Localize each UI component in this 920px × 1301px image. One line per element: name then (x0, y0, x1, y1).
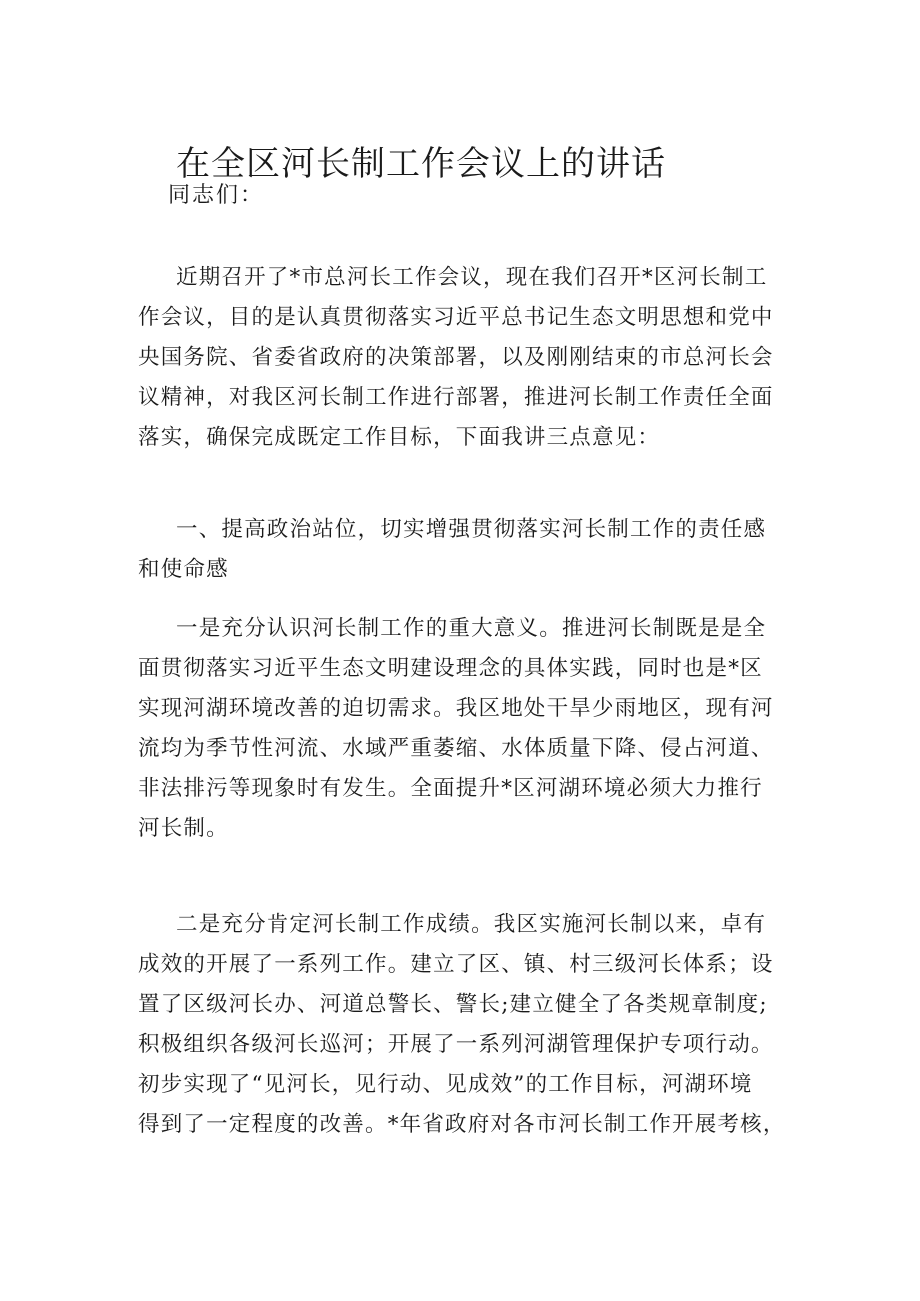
paragraph-line: 一是充分认识河长制工作的重大意义。推进河长制既是是全 (176, 616, 767, 641)
paragraph-line: 落实，确保完成既定工作目标，下面我讲三点意见： (138, 425, 661, 450)
paragraph-line: 和使命感 (138, 557, 229, 582)
salutation: 同志们： (168, 183, 265, 208)
paragraph-line: 河长制。 (138, 816, 229, 841)
paragraph-line: 面贯彻落实习近平生态文明建设理念的具体实践，同时也是*区 (138, 656, 763, 681)
section-heading-1 (138, 510, 788, 590)
paragraph-line: 置了区级河长办、河道总警长、警长;建立健全了各类规章制度; (138, 992, 768, 1017)
paragraph-line: 央国务院、省委省政府的决策部署，以及刚刚结束的市总河长会 (138, 345, 774, 370)
paragraph-line: 实现河湖环境改善的迫切需求。我区地处干旱少雨地区，现有河 (138, 696, 774, 721)
paragraph-line: 成效的开展了一系列工作。建立了区、镇、村三级河长体系；设 (138, 952, 774, 977)
paragraph-line: 初步实现了“见河长，见行动、见成效”的工作目标，河湖环境 (138, 1072, 753, 1097)
paragraph-achievements (138, 905, 788, 1145)
paragraph-line: 一、提高政治站位，切实增强贯彻落实河长制工作的责任感 (176, 517, 767, 542)
document-title: 在全区河长制工作会议上的讲话 (176, 144, 666, 184)
paragraph-line: 非法排污等现象时有发生。全面提升*区河湖环境必须大力推行 (138, 776, 763, 801)
paragraph-line: 二是充分肯定河长制工作成绩。我区实施河长制以来，卓有 (176, 912, 767, 937)
paragraph-line: 近期召开了*市总河长工作会议，现在我们召开*区河长制工 (176, 265, 768, 290)
paragraph-line: 议精神，对我区河长制工作进行部署，推进河长制工作责任全面 (138, 385, 774, 410)
paragraph-line: 流均为季节性河流、水域严重萎缩、水体质量下降、侵占河道、 (138, 736, 774, 761)
paragraph-line: 作会议，目的是认真贯彻落实习近平总书记生态文明思想和党中 (138, 305, 774, 330)
paragraph-intro (138, 258, 788, 458)
paragraph-line: 积极组织各级河长巡河；开展了一系列河湖管理保护专项行动。 (138, 1032, 774, 1057)
paragraph-line: 得到了一定程度的改善。*年省政府对各市河长制工作开展考核， (138, 1112, 786, 1137)
paragraph-significance (138, 609, 788, 849)
